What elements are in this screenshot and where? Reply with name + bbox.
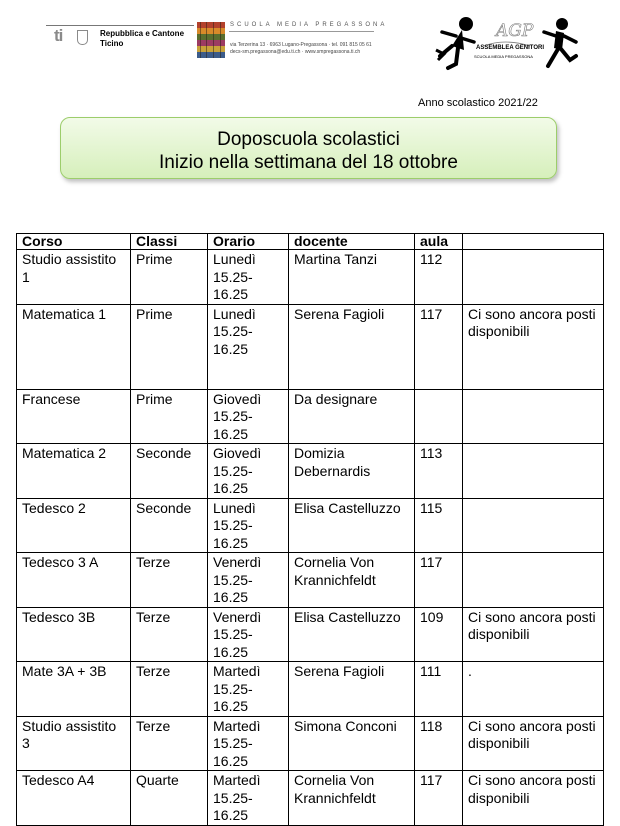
cell-docente: Elisa Castelluzzo bbox=[289, 607, 415, 662]
parents-assembly-subtitle: SCUOLA MEDIA PREGASSONA bbox=[474, 54, 533, 59]
cell-corso: Francese bbox=[17, 389, 131, 444]
cell-note bbox=[463, 553, 604, 608]
cell-docente: Cornelia Von Krannichfeldt bbox=[289, 771, 415, 826]
cell-corso: Studio assistito 3 bbox=[17, 716, 131, 771]
cell-orario bbox=[208, 771, 289, 826]
running-figure-right-icon bbox=[544, 18, 576, 66]
cell-giorno: Martedì bbox=[213, 663, 261, 679]
cell-ora: 15.25-16.25 bbox=[213, 462, 253, 496]
school-year: Anno scolastico 2021/22 bbox=[418, 97, 538, 109]
cell-giorno: Lunedì bbox=[213, 499, 256, 516]
table-row bbox=[17, 444, 604, 499]
cell-giorno: Giovedì bbox=[213, 390, 262, 407]
cell-ora: 15.25-16.25 bbox=[213, 680, 253, 714]
table-row bbox=[17, 553, 604, 608]
cell-aula: 111 bbox=[415, 662, 463, 717]
cell-note bbox=[463, 498, 604, 553]
shield-icon bbox=[77, 30, 88, 45]
title-banner bbox=[60, 117, 557, 179]
cell-classi: Quarte bbox=[131, 771, 208, 826]
cell-classi: Prime bbox=[131, 389, 208, 444]
cell-aula: 109 bbox=[415, 607, 463, 662]
cell-corso: Tedesco A4 bbox=[17, 771, 131, 826]
header-corso: Corso bbox=[17, 234, 131, 250]
cell-note: Ci sono ancora posti disponibili bbox=[463, 716, 604, 771]
cell-note: Ci sono ancora posti disponibili bbox=[463, 607, 604, 662]
canton-logo bbox=[54, 26, 94, 48]
cell-aula: 117 bbox=[415, 771, 463, 826]
school-address bbox=[230, 42, 372, 56]
cell-aula: 118 bbox=[415, 716, 463, 771]
cell-giorno: Lunedì bbox=[213, 305, 256, 322]
cell-corso: Tedesco 2 bbox=[17, 498, 131, 553]
cell-orario bbox=[208, 553, 289, 608]
canton-logo-mark: ti bbox=[54, 26, 63, 45]
cell-ora: 15.25-16.25 bbox=[213, 323, 253, 357]
canton-line-2: Ticino bbox=[100, 39, 124, 48]
parents-assembly-title: ASSEMBLEA GENITORI bbox=[476, 45, 545, 51]
running-figure-left-icon bbox=[436, 17, 474, 68]
cell-giorno: Martedì bbox=[213, 772, 261, 788]
header-note bbox=[463, 234, 604, 250]
cell-docente: Martina Tanzi bbox=[289, 250, 415, 305]
cell-note: Ci sono ancora posti disponibili bbox=[463, 304, 604, 389]
cell-docente: Domizia Debernardis bbox=[289, 444, 415, 499]
cell-note: Ci sono ancora posti disponibili bbox=[463, 771, 604, 826]
cell-ora: 15.25-16.25 bbox=[213, 517, 253, 551]
table-row bbox=[17, 250, 604, 305]
header-aula: aula bbox=[415, 234, 463, 250]
cell-aula: 117 bbox=[415, 304, 463, 389]
cell-orario bbox=[208, 662, 289, 717]
cell-classi: Seconde bbox=[131, 498, 208, 553]
cell-classi: Seconde bbox=[131, 444, 208, 499]
canton-name bbox=[100, 29, 184, 49]
cell-note: . bbox=[463, 662, 604, 717]
table-row bbox=[17, 607, 604, 662]
cell-orario bbox=[208, 444, 289, 499]
cell-corso: Mate 3A + 3B bbox=[17, 662, 131, 717]
cell-ora: 15.25-16.25 bbox=[213, 735, 253, 769]
parents-assembly-logo bbox=[434, 16, 580, 72]
table-row bbox=[17, 304, 604, 389]
cell-corso: Tedesco 3B bbox=[17, 607, 131, 662]
cell-docente: Cornelia Von Krannichfeldt bbox=[289, 553, 415, 608]
cell-corso: Tedesco 3 A bbox=[17, 553, 131, 608]
cell-corso: Studio assistito 1 bbox=[17, 250, 131, 305]
cell-giorno: Martedì bbox=[213, 717, 261, 734]
school-divider bbox=[229, 31, 374, 32]
cell-classi: Terze bbox=[131, 607, 208, 662]
table-row bbox=[17, 389, 604, 444]
cell-ora: 15.25-16.25 bbox=[213, 626, 253, 660]
cell-ora: 15.25-16.25 bbox=[213, 571, 253, 605]
cell-classi: Terze bbox=[131, 716, 208, 771]
cell-aula: 117 bbox=[415, 553, 463, 608]
cell-classi: Terze bbox=[131, 553, 208, 608]
cell-docente: Da designare bbox=[289, 389, 415, 444]
school-name: SCUOLA MEDIA PREGASSONA bbox=[230, 22, 388, 28]
header-docente: docente bbox=[289, 234, 415, 250]
cell-orario bbox=[208, 389, 289, 444]
cell-orario bbox=[208, 716, 289, 771]
cell-giorno: Giovedì bbox=[213, 445, 262, 461]
cell-docente: Elisa Castelluzzo bbox=[289, 498, 415, 553]
header-orario: Orario bbox=[208, 234, 289, 250]
table-row bbox=[17, 662, 604, 717]
cell-docente: Simona Conconi bbox=[289, 716, 415, 771]
cell-docente: Serena Fagioli bbox=[289, 304, 415, 389]
cell-ora: 15.25-16.25 bbox=[213, 789, 253, 823]
cell-giorno: Lunedì bbox=[213, 251, 256, 267]
school-address-line-1: via Terzerina 13 · 6963 Lugano-Pregassona · tel. 091 815 05 61 bbox=[230, 42, 372, 48]
cell-classi: Prime bbox=[131, 304, 208, 389]
table-row bbox=[17, 498, 604, 553]
agp-letters-icon bbox=[484, 21, 534, 46]
canton-line-1: Repubblica e Cantone bbox=[100, 29, 185, 38]
cell-aula: 113 bbox=[415, 444, 463, 499]
table-header-row bbox=[17, 234, 604, 250]
cell-ora: 15.25-16.25 bbox=[213, 408, 253, 442]
cell-orario bbox=[208, 304, 289, 389]
cell-aula bbox=[415, 389, 463, 444]
schedule-table bbox=[16, 233, 604, 826]
school-address-line-2: decs-sm.pregassona@edu.ti.ch · www.smpregassona.ti.ch bbox=[230, 49, 361, 55]
cell-note bbox=[463, 444, 604, 499]
cell-corso: Matematica 1 bbox=[17, 304, 131, 389]
cell-note bbox=[463, 389, 604, 444]
cell-orario bbox=[208, 498, 289, 553]
cell-docente: Serena Fagioli bbox=[289, 662, 415, 717]
cell-aula: 115 bbox=[415, 498, 463, 553]
cell-note bbox=[463, 250, 604, 305]
cell-classi: Terze bbox=[131, 662, 208, 717]
cell-aula: 112 bbox=[415, 250, 463, 305]
header-classi: Classi bbox=[131, 234, 208, 250]
cell-corso: Matematica 2 bbox=[17, 444, 131, 499]
agp-letters: AGP bbox=[496, 21, 534, 41]
cell-giorno: Venerdì bbox=[213, 554, 262, 570]
cell-ora: 15.25-16.25 bbox=[213, 268, 253, 302]
school-mosaic-logo bbox=[197, 22, 225, 58]
cell-giorno: Venerdì bbox=[213, 608, 262, 625]
banner-title: Doposcuola scolastici bbox=[217, 129, 400, 150]
table-row bbox=[17, 716, 604, 771]
cell-orario bbox=[208, 250, 289, 305]
cell-classi: Prime bbox=[131, 250, 208, 305]
table-row bbox=[17, 771, 604, 826]
banner-subtitle: Inizio nella settimana del 18 ottobre bbox=[159, 152, 458, 173]
cell-orario bbox=[208, 607, 289, 662]
